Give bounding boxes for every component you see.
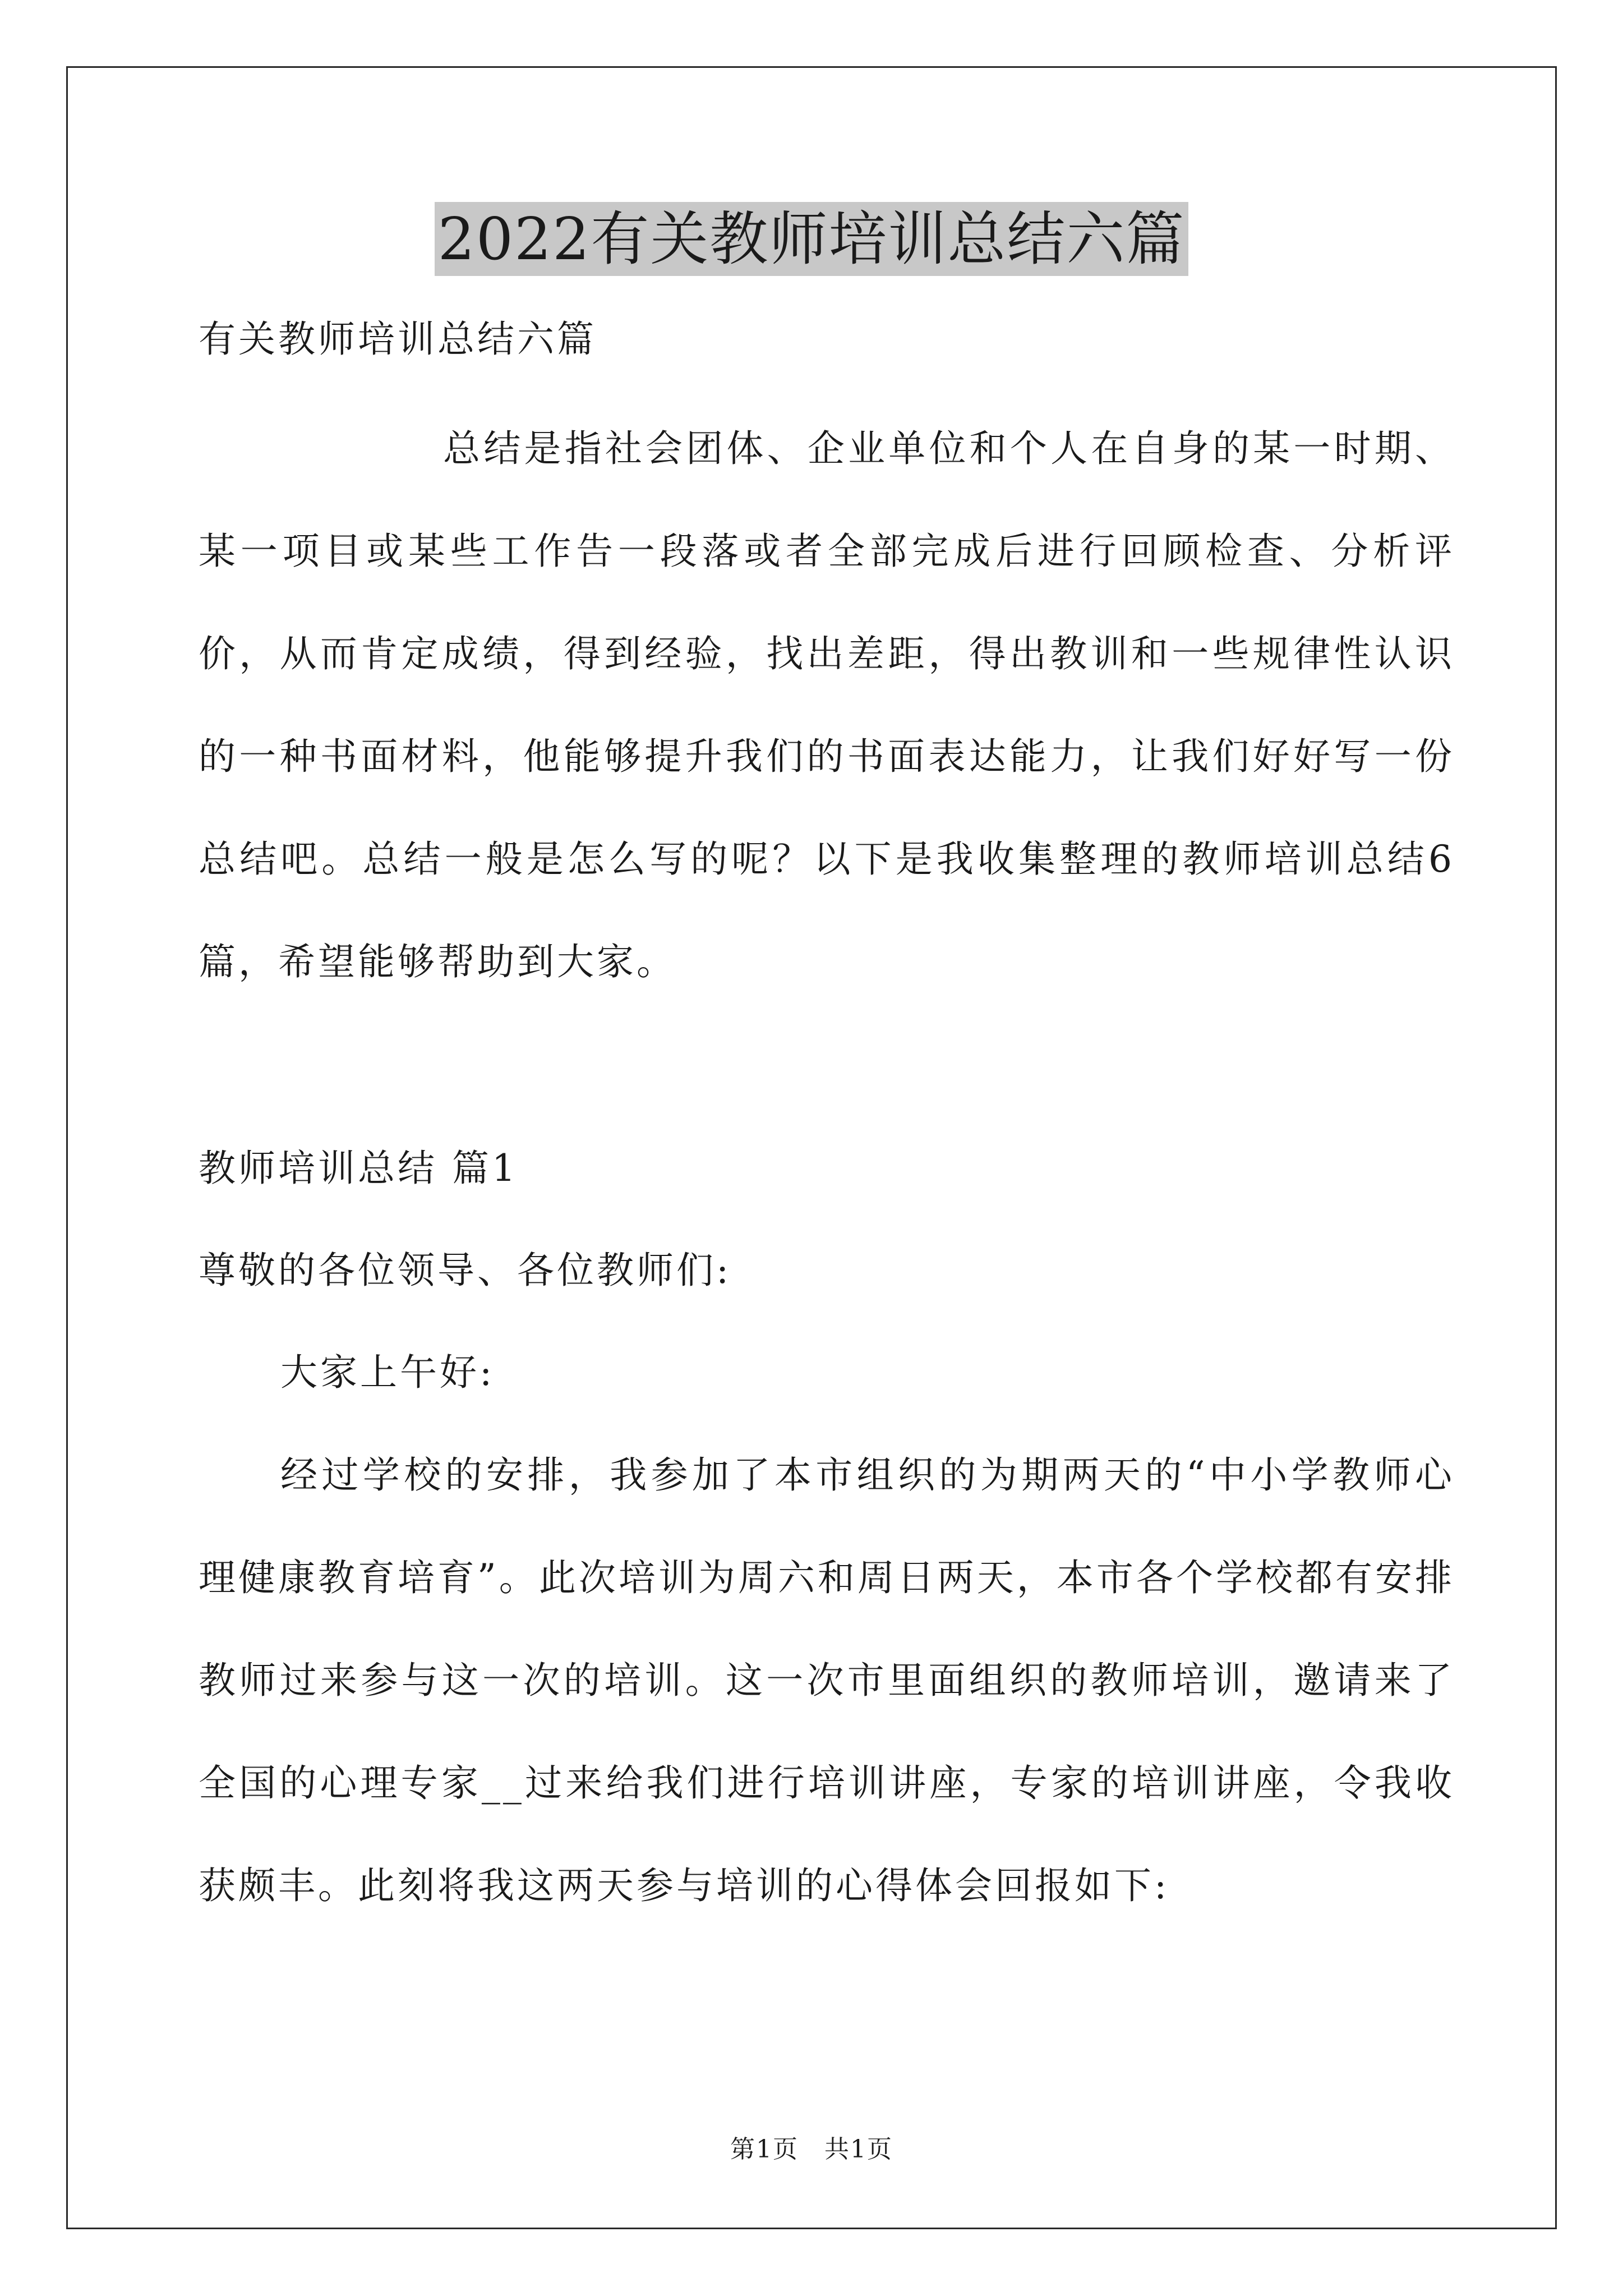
section-heading: 教师培训总结 篇1	[199, 1147, 518, 1190]
document-subtitle: 有关教师培训总结六篇	[199, 318, 597, 361]
document-title: 2022有关教师培训总结六篇	[435, 202, 1189, 276]
title-container	[0, 202, 1623, 276]
page-footer: 第1页 共1页	[730, 2135, 893, 2164]
intro-paragraph: 总结是指社会团体、企业单位和个人在自身的某一时期、某一项目或某些工作告一段落或者全部完成后进行回顾检查、分析评价，从而肯定成绩，得到经验，找出差距，得出教训和一些规律性认识的一种书面材料，他能够提升我们的书面表达能力，让我们好好写一份总结吧。总结一般是怎么写的呢？以下是我收集整理的教师培训总结6篇，希望能够帮助到大家。	[199, 427, 1455, 983]
body-paragraph: 经过学校的安排，我参加了本市组织的为期两天的“中小学教师心理健康教育培育”。此次培训为周六和周日两天，本市各个学校都有安排教师过来参与这一次的培训。这一次市里面组织的教师培训，邀请来了全国的心理专家__过来给我们进行培训讲座，专家的培训讲座，令我收获颇丰。此刻将我这两天参与培训的心得体会回报如下:	[199, 1453, 1455, 1907]
salutation: 尊敬的各位领导、各位教师们:	[199, 1249, 732, 1292]
document-body	[199, 314, 1455, 1937]
greeting: 大家上午好:	[280, 1351, 495, 1394]
